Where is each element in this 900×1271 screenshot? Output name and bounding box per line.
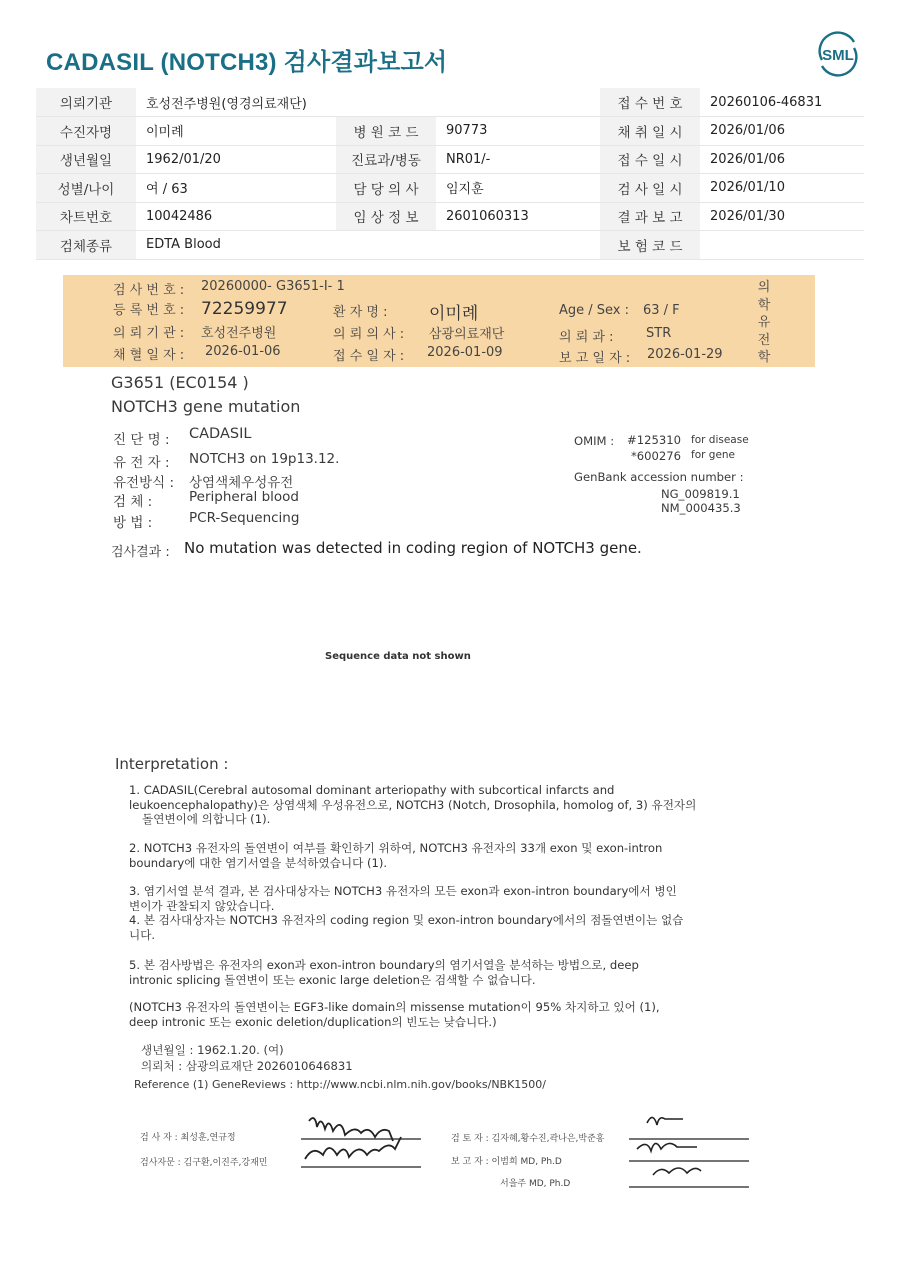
registration-number: 72259977 [201,299,288,319]
omim-label: OMIM : [574,434,615,448]
org-label: 의 뢰 기 관 : [113,326,185,341]
info-row [36,231,864,260]
interpretation-title: Interpretation : [115,755,229,773]
receive-label: 접 수 일 자 : [333,349,405,364]
info-value: 2026/01/06 [700,117,864,146]
info-row [36,145,864,174]
method: PCR-Sequencing [189,510,300,526]
genbank-accession: NM_000435.3 [661,501,741,515]
test-number-label: 검 사 번 호 : [113,283,185,298]
scanned-report [63,275,815,1215]
info-label: 차트번호 [36,202,136,231]
info-label: 접 수 번 호 [600,88,700,117]
info-label: 접 수 일 시 [600,145,700,174]
info-row [36,88,864,117]
interp-line: leukoencephalopathy)은 상염색체 우성유전으로, NOTCH3 (Notch, Drosophila, homolog of, 3) 유전자의 [129,797,697,812]
method-label: 방 법 : [113,515,153,531]
specimen: Peripheral blood [189,489,299,505]
client-line: 의뢰처 : 삼광의료재단 2026010646831 [141,1059,353,1073]
omim-gene-text: for gene [691,449,736,461]
patient-name: 이미례 [429,304,479,324]
genbank-label: GenBank accession number : [574,470,744,484]
reviewer-signature [625,1109,751,1189]
info-value: 90773 [436,117,600,146]
info-value: 임지훈 [436,174,600,203]
info-label: 의뢰기관 [36,88,136,117]
interp-line: deep intronic 또는 exonic deletion/duplication의 빈도는 낮습니다.) [129,1014,497,1029]
result-text: No mutation was detected in coding region of NOTCH3 gene. [184,539,642,557]
interp-line: 4. 본 검사대상자는 NOTCH3 유전자의 coding region 및 exon-intron boundary에서의 점돌연변이는 없습 [129,913,684,927]
gene-label: 유 전 자 : [113,455,170,471]
interp-line: 1. CADASIL(Cerebral autosomal dominant arteriopathy with subcortical infarcts and [129,783,615,797]
interp-line: (NOTCH3 유전자의 돌연변이는 EGF3-like domain의 missense mutation이 95% 차지하고 있어 (1), [129,1000,660,1014]
interp-line: boundary에 대한 염기서열을 분석하였습니다 (1). [129,855,388,870]
agesex-label: Age / Sex : [559,303,630,318]
dept: STR [646,326,672,341]
info-value: EDTA Blood [136,231,600,260]
doctor: 삼광의료재단 [429,327,505,342]
reporter-label: 보 고 자 : 이범희 MD, Ph.D [451,1157,562,1167]
info-value: 이미례 [136,117,336,146]
test-name: NOTCH3 gene mutation [111,397,301,416]
info-value: 호성전주병원(영경의료재단) [136,88,600,117]
info-label: 진료과/병동 [336,145,436,174]
department-vertical: 의학유전학 [757,280,771,365]
info-value: 2026/01/30 [700,202,864,231]
info-label: 수진자명 [36,117,136,146]
collect-label: 채 혈 일 자 : [113,348,185,363]
collect-date: 2026-01-06 [205,344,281,359]
info-value: 2026/01/10 [700,174,864,203]
interp-line: intronic splicing 돌연변이 또는 exonic large deletion은 검색할 수 없습니다. [129,972,536,987]
info-label: 임 상 정 보 [336,202,436,231]
info-label: 생년월일 [36,145,136,174]
reviewer-label: 검 토 자 : 김자혜,황수진,곽나은,박준홍 [451,1134,605,1144]
interpretation-item [129,884,769,942]
interpretation-item [129,958,769,987]
report-date: 2026-01-29 [647,347,723,362]
consultant-label: 검사자문 : 김구환,이진주,강재민 [140,1158,268,1168]
agesex: 63 / F [643,303,680,318]
doctor-label: 의 뢰 의 사 : [333,327,405,342]
org: 호성전주병원 [201,326,277,341]
info-label: 병 원 코 드 [336,117,436,146]
info-label: 담 당 의 사 [336,174,436,203]
interp-line: 니다. [129,927,156,942]
info-label: 채 취 일 시 [600,117,700,146]
sequence-note: Sequence data not shown [325,651,471,662]
info-label: 검체종류 [36,231,136,260]
info-row [36,202,864,231]
omim-gene-number: *600276 [631,449,682,463]
interp-line: 2. NOTCH3 유전자의 돌연변이 여부를 확인하기 위하여, NOTCH3 유전자의 33개 exon 및 exon-intron [129,841,663,855]
result-label: 검사결과 : [111,545,170,560]
dept-label: 의 뢰 과 : [559,330,614,345]
info-value: NR01/- [436,145,600,174]
test-code: G3651 (EC0154 ) [111,373,249,392]
patient-label: 환 자 명 : [333,305,388,320]
info-value: 2601060313 [436,202,600,231]
info-value: 여 / 63 [136,174,336,203]
info-label: 검 사 일 시 [600,174,700,203]
info-label: 보 험 코 드 [600,231,700,260]
test-number: 20260000- G3651-I- 1 [201,279,345,294]
interpretation-item [129,783,769,827]
info-label: 결 과 보 고 [600,202,700,231]
report-banner [63,275,815,367]
info-label: 성별/나이 [36,174,136,203]
info-value: 1962/01/20 [136,145,336,174]
receive-date: 2026-01-09 [427,345,503,360]
info-value [700,231,864,260]
interp-line: 3. 염기서열 분석 결과, 본 검사대상자는 NOTCH3 유전자의 모든 exon과 exon-intron boundary에서 병인 [129,884,677,898]
sml-logo [814,30,862,78]
registration-label: 등 록 번 호 : [113,303,185,318]
interp-line: 5. 본 검사방법은 유전자의 exon과 exon-intron boundary의 염기서열을 분석하는 방법으로, deep [129,958,639,972]
interpretation-item [129,841,769,870]
info-row [36,117,864,146]
info-value: 2026/01/06 [700,145,864,174]
info-value: 20260106-46831 [700,88,864,117]
interpretation-item [129,1000,769,1029]
tester-signature [295,1107,435,1175]
tester-label: 검 사 자 : 최성훈,연규정 [140,1133,236,1143]
reference: Reference (1) GeneReviews : http://www.ncbi.nlm.nih.gov/books/NBK1500/ [134,1078,547,1091]
report-label: 보 고 일 자 : [559,351,631,366]
reporter-second: 서을주 MD, Ph.D [500,1179,571,1189]
diagnosis-label: 진 단 명 : [113,432,170,448]
inheritance: 상염색체우성유전 [189,475,294,491]
logo-text: SML [822,47,854,64]
interp-line: 돌연변이에 의합니다 (1). [142,812,271,826]
birth-line: 생년월일 : 1962.1.20. (여) [141,1043,284,1057]
report-title: CADASIL (NOTCH3) 검사결과보고서 [46,49,448,76]
diagnosis: CADASIL [189,426,252,442]
inheritance-label: 유전방식 : [113,475,175,491]
omim-disease-text: for disease [691,434,749,446]
gene: NOTCH3 on 19p13.12. [189,451,340,467]
interp-line: 변이가 관찰되지 않았습니다. [129,898,275,913]
genbank-accession: NG_009819.1 [661,487,740,501]
specimen-label: 검 체 : [113,494,153,510]
patient-info-table [36,88,864,260]
info-row [36,174,864,203]
info-value: 10042486 [136,202,336,231]
omim-disease-number: #125310 [627,433,681,447]
